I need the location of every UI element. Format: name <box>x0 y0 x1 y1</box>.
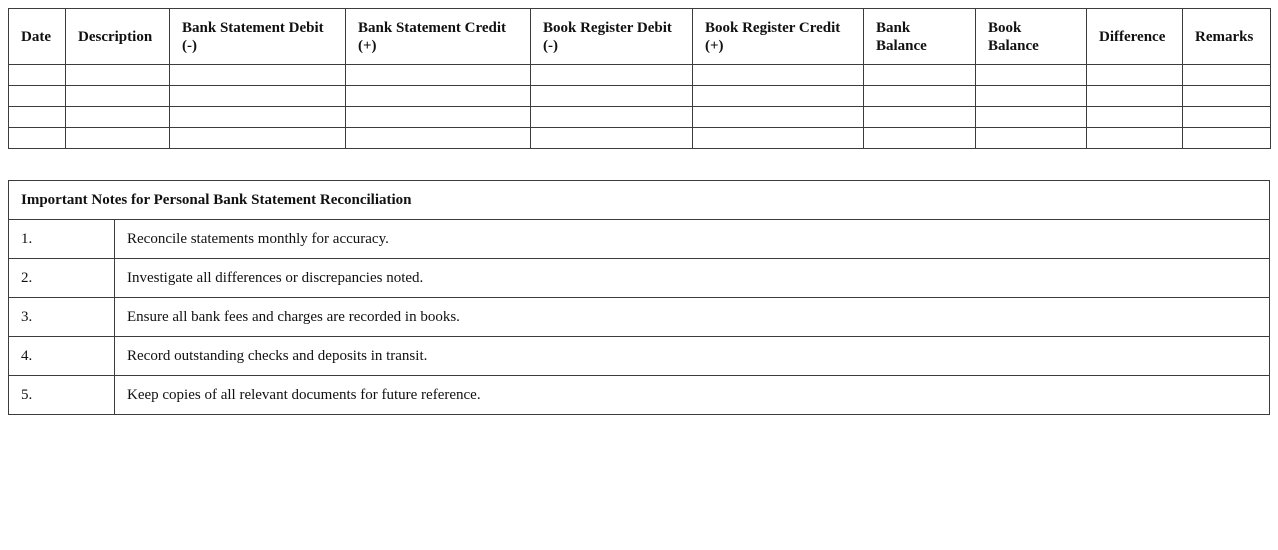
table-cell[interactable] <box>531 65 693 86</box>
table-cell[interactable] <box>346 65 531 86</box>
table-cell[interactable] <box>170 107 346 128</box>
table-cell[interactable] <box>346 107 531 128</box>
col-header-bank-statement-debit: Bank Statement Debit (-) <box>170 9 346 65</box>
table-row <box>9 128 1271 149</box>
table-cell[interactable] <box>531 86 693 107</box>
note-row <box>9 298 1270 337</box>
notes-title: Important Notes for Personal Bank Statement Reconciliation <box>9 181 1270 220</box>
col-header-description: Description <box>66 9 170 65</box>
notes-title-row <box>9 181 1270 220</box>
col-header-date: Date <box>9 9 66 65</box>
table-cell[interactable] <box>346 86 531 107</box>
col-header-difference: Difference <box>1087 9 1183 65</box>
table-cell[interactable] <box>1183 86 1271 107</box>
table-cell[interactable] <box>170 65 346 86</box>
note-text: Keep copies of all relevant documents for future reference. <box>115 376 1270 415</box>
table-cell[interactable] <box>9 86 66 107</box>
reconciliation-table <box>8 8 1271 149</box>
table-cell[interactable] <box>531 128 693 149</box>
note-row <box>9 220 1270 259</box>
table-row <box>9 107 1271 128</box>
note-number: 4. <box>9 337 115 376</box>
table-cell[interactable] <box>1183 107 1271 128</box>
col-header-remarks: Remarks <box>1183 9 1271 65</box>
table-cell[interactable] <box>864 107 976 128</box>
table-cell[interactable] <box>1183 65 1271 86</box>
table-row <box>9 65 1271 86</box>
table-cell[interactable] <box>693 107 864 128</box>
note-row <box>9 259 1270 298</box>
note-number: 5. <box>9 376 115 415</box>
table-cell[interactable] <box>693 128 864 149</box>
table-cell[interactable] <box>1087 86 1183 107</box>
note-row <box>9 337 1270 376</box>
table-cell[interactable] <box>693 65 864 86</box>
table-cell[interactable] <box>9 65 66 86</box>
table-cell[interactable] <box>864 65 976 86</box>
note-number: 1. <box>9 220 115 259</box>
table-cell[interactable] <box>976 86 1087 107</box>
table-cell[interactable] <box>976 107 1087 128</box>
note-text: Reconcile statements monthly for accuracy. <box>115 220 1270 259</box>
table-cell[interactable] <box>864 128 976 149</box>
table-cell[interactable] <box>1087 65 1183 86</box>
table-cell[interactable] <box>1183 128 1271 149</box>
table-cell[interactable] <box>170 128 346 149</box>
header-row <box>9 9 1271 65</box>
table-cell[interactable] <box>531 107 693 128</box>
table-cell[interactable] <box>66 86 170 107</box>
table-cell[interactable] <box>66 107 170 128</box>
note-row <box>9 376 1270 415</box>
col-header-bank-statement-credit: Bank Statement Credit (+) <box>346 9 531 65</box>
table-cell[interactable] <box>976 128 1087 149</box>
table-cell[interactable] <box>1087 128 1183 149</box>
table-cell[interactable] <box>976 65 1087 86</box>
table-cell[interactable] <box>864 86 976 107</box>
table-cell[interactable] <box>9 128 66 149</box>
table-cell[interactable] <box>9 107 66 128</box>
note-text: Investigate all differences or discrepancies noted. <box>115 259 1270 298</box>
col-header-book-register-debit: Book Register Debit (-) <box>531 9 693 65</box>
notes-table <box>8 180 1270 415</box>
table-cell[interactable] <box>170 86 346 107</box>
table-row <box>9 86 1271 107</box>
col-header-book-register-credit: Book Register Credit (+) <box>693 9 864 65</box>
col-header-bank-balance: Bank Balance <box>864 9 976 65</box>
table-cell[interactable] <box>66 128 170 149</box>
table-cell[interactable] <box>346 128 531 149</box>
table-cell[interactable] <box>693 86 864 107</box>
note-number: 3. <box>9 298 115 337</box>
col-header-book-balance: Book Balance <box>976 9 1087 65</box>
note-number: 2. <box>9 259 115 298</box>
note-text: Ensure all bank fees and charges are recorded in books. <box>115 298 1270 337</box>
table-cell[interactable] <box>1087 107 1183 128</box>
table-cell[interactable] <box>66 65 170 86</box>
note-text: Record outstanding checks and deposits in transit. <box>115 337 1270 376</box>
